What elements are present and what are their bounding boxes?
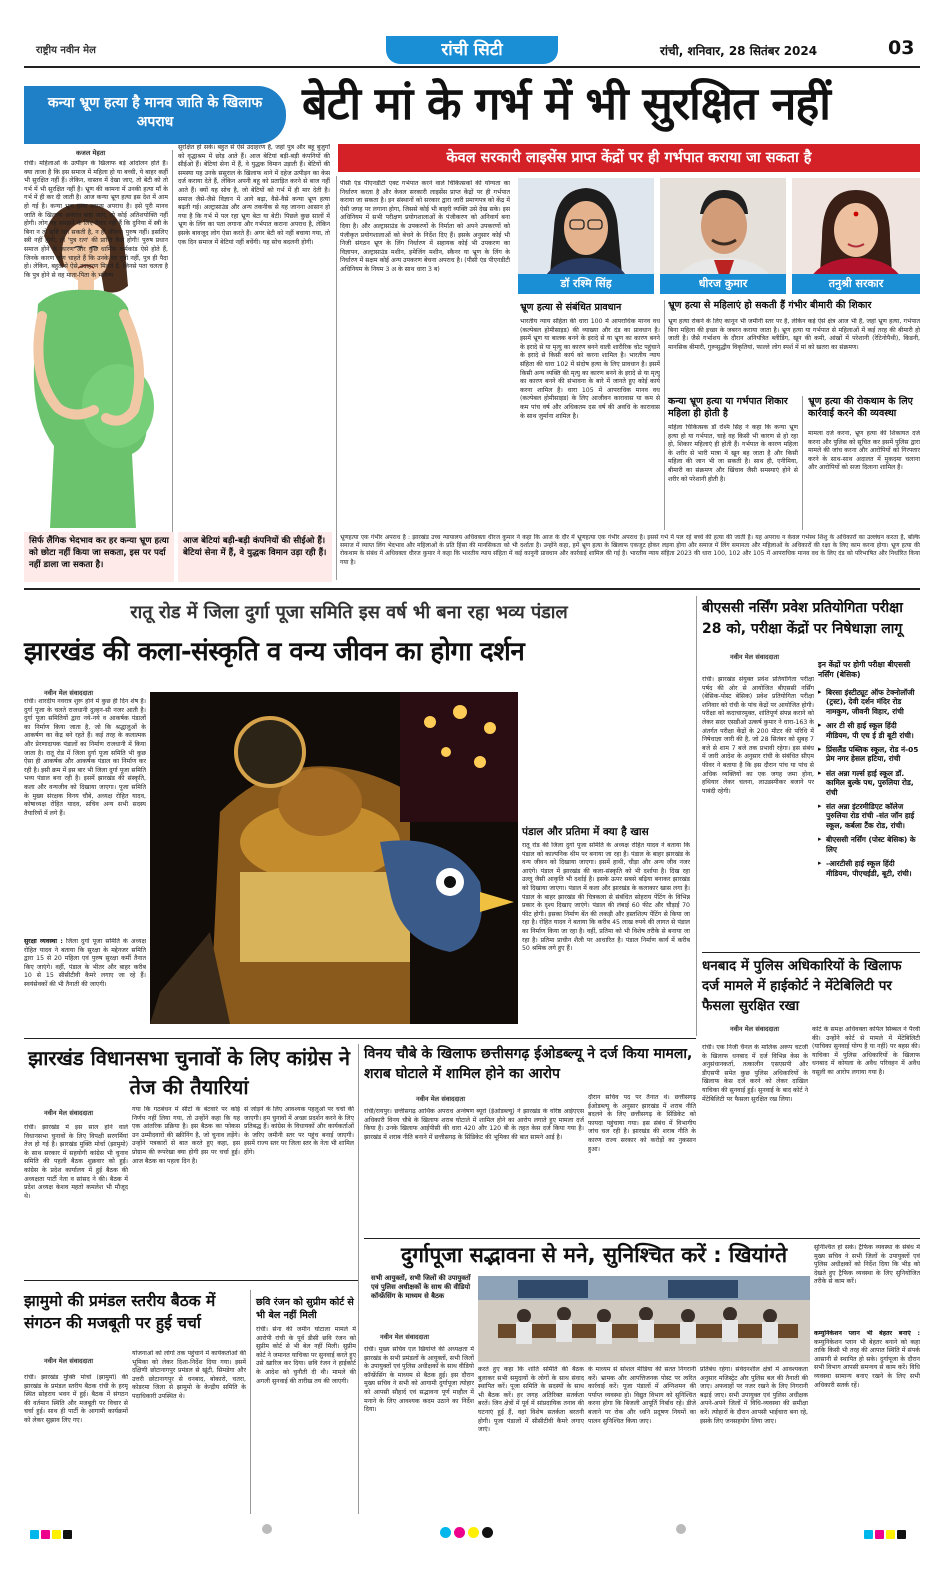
jmm-byline: नवीन मेल संवाददाता bbox=[44, 1357, 93, 1365]
puja-body: रांची। शारदीय नवरात्र शुरू होने में कुछ ही दिन शेष हैं। दुर्गा पूजा के चलते राजधानी दुल्हन-सी नजर आती है। दुर्गा पूजा समितियों द्वारा नये-नये व आकर्षक पंडालों का निर्माण किया जाता है, जो कि श्रद्धालुओं के आकर्षण का केंद्र बने रहते हैं। कई तरह के कलात्मक और प्रेरणादायक पंडालों का निर्माण राजधानी में किया जाता है। रातू रोड में जिला दुर्गा पूजा समिति भी कुछ ऐसा ही आकर्षक और आकर्षक पंडाल का निर्माण कर रही है। इसी क्रम में इस बार भी जिला दुर्गा पूजा समिति भव्य पंडाल बना रही है। इसमें झारखंड की संस्कृति, कला और वन्यजीव को दिखाया जाएगा। पूजा समिति के मुख्य संरक्षक विनय चौबे, अध्यक्ष रोहित यादव, कोषाध्यक्ष रोहित यादव, सचिव अन्य सभी सदस्य तैयारियों में लगे हैं। bbox=[24, 698, 146, 817]
paper-logo: राष्ट्रीय नवीन मेल bbox=[36, 45, 96, 56]
masthead-rule bbox=[24, 66, 920, 68]
congress-byline: नवीन मेल संवाददाता bbox=[44, 1109, 93, 1117]
sub3-text: महिला चिकित्सक डॉ रश्मि सिंह ने कहा कि कन्या भ्रूण हत्या हो या गर्भपात, चाहे वह किसी भी कारण से हो रहा हो, शिकार महिलाएं ही होती हैं। गर्भपात के कारण महिला के शरीर से भारी मात्रा में खून बह जाता है और किसी महिला की जान भी जा सकती है। साथ ही, एनीमिया, बीमारी का संक्रमण और खिंचाव जैसी समस्याएं होने से शरीर को परेशानी होती है। bbox=[668, 424, 798, 483]
lead-headline: बेटी मां के गर्भ में भी सुरक्षित नहीं bbox=[302, 77, 830, 130]
bsc-center-item: ▸ बिरसा इंस्टीट्यूट ऑफ टेक्नोलॉजी (ट्रस्ट), देवी दर्शन मंदिर रोड नामकुम, जीवनी विहार, रांची bbox=[818, 688, 920, 716]
sub2-text: भ्रूण हत्या रोकने के लिए कानून भी जमीनी स्तर पर है, लेकिन कई ऐसे क्षेत्र आज भी हैं, जहां भ्रूण हत्या, गर्भपात बिना महिला की इच्छा के जबरन कराया जाता है। भ्रूण हत्या या गर्भपात से महिलाओं में कई तरह की बीमारी हो जाती है। जैसे गर्भाशय के दौरान अनियंत्रित ब्लीडिंग, खून की कमी, आंखों में परेशानी (रेटिनोपैथी), किडनी, मानसिक बीमारी, गुरूसुद्धीय विकृतियां, फाल्ले लोग स्पर्श में मां को खतरा का संक्रमण। bbox=[668, 318, 920, 351]
color-bar-left bbox=[30, 1524, 74, 1543]
bsc-centers-title: इन केंद्रों पर होगी परीक्षा बीएससी नर्सिंग (बेसिक) bbox=[818, 660, 911, 679]
lead-col3: पीसी एंड पीएनडीटी एक्ट गर्भपात करने वाले चिकित्सकों की योग्यता का निर्धारण करता है और केवल सरकारी लाइसेंस प्राप्त केंद्रों पर ही गर्भपात कराया जा सकता है। इन संस्थानों को सरकार द्वारा जारी प्रमाणपत्र को केंद्र में ऐसी जगह पर लगाना होगा, जिससे कोई भी बाहरी व्यक्ति उसे देख सके। इस अधिनियम में सभी परीक्षण प्रयोगशालाओं के पंजीकरण को अनिवार्य बना दिया है। और अल्ट्रासाउंड के उपकरणों के निर्माता को अपने उपकरणों को पंजीकृत प्रयोगशालाओं को बेचने के निर्देश दिए हैं। इसके अनुसार कोई भी निजी संगठन भ्रूण के लिंग निर्धारण में सहायक कोई भी उपकरण का विज्ञापन, अल्ट्रासाउंड मशीन, इमेजिंग मशीन, स्कैनर या भ्रूण के लिंग के निर्धारण में सक्षम कोई अन्य उपकरण बेचना अपराध है। (पीसी एंड पीएनडीटी अधिनियम के नियम 3 अ के साथ धारा 3 ब) bbox=[340, 180, 510, 273]
sub1-title: भ्रूण हत्या से संबंधित प्रावधान bbox=[520, 302, 622, 313]
sub1-text: भारतीय न्याय संहिता की धारा 100 में आपराधिक मानव वध (कल्पेबल होमीसाइड) की व्याख्या और दंड का प्रावधान है। इसमें भ्रूण या बालक बनने के इरादे से या भ्रूण का कारण बनने के इरादे से या मृत्यु का कारण बनने वाली शारीरिक चोट पहुंचाने के इरादे से किसी कार्य को करना शामिल है। भारतीय न्याय संहिता की धारा 102 में संदोष हत्या के लिए प्रावधान है। इसमें किसी अन्य व्यक्ति की मृत्यु का कारण बनने के इरादे से या मृत्यु का कारण बनने की संभावना के बारे में जानते हुए कोई कार्य करना शामिल है। धारा 105 में आपराधिक मानव वध (कल्पेबल होमीसाइड) के लिए आजीवन कारावास या कम से कम पांच वर्ष और अधिकतम दस वर्ष की अवधि के कारावास के साथ जुर्माना शामिल है। bbox=[520, 318, 660, 420]
puja-security bbox=[24, 938, 146, 1026]
dhanbad-headline: धनबाद में पुलिस अधिकारियों के खिलाफ दर्ज मामले में हाईकोर्ट ने मेंटेबिलिटी पर फैसला सुरक्षित रखा bbox=[702, 958, 902, 1014]
congress-col2: गया कि गठबंधन में सीटों के बंटवारे पर कोई निर्णय नहीं लिया गया, तो उन्होंने कहा कि यह एक आंतरिक प्रक्रिया है। इस बैठक का फोकस उन उम्मीदवारों की स्क्रीनिंग है, जो चुनाव लड़ेंगे। उन्होंने पत्रकारों से बात करते हुए कहा, इस प्रोग्राम की रूपरेखा क्या होगी इस पर चर्चा हुई। आज बैठक का पहला दिन है। bbox=[132, 1106, 240, 1165]
puja-side-title: पंडाल और प्रतिमा में क्या है खास bbox=[522, 826, 649, 838]
section-rule bbox=[364, 1238, 920, 1239]
lead-col1: रांची। महिलाओं के उत्पीड़न के खिलाफ बड़े आंदोलन होते हैं। क्या ताजा है कि इस समाज में महिला हो या बच्ची, ये बाहर कहीं भी सुरक्षित नहीं हैं। लेकिन, वास्तव में देखा जाए, तो बेटी को तो गर्भ में भी सुरक्षित नहीं है। भ्रूण की कामना में उनकी हत्या माँ के गर्भ में ही कर दी जाती है। आज कन्या भ्रूण हत्या इस देश में आम हो गई है। कन्या भ्रूण हत्या जघन्य अपराध है। इसे पूरी मानव जाति के खिलाफ अपराध कहा जाए, तो कोई अतिशयोक्ति नहीं होगी। लोग यह समझने के लिए तैयार नहीं हैं कि दुनिया में स्त्री के बिना न तो सृष्टि चल सकती है, न ही जीवन। पुरुष नहीं। इसलिए स्त्री नहीं होगी, तो 'पुत्र रत्न' की प्राप्ति कैसे होगी! पुरुष प्रधान समाज होने के कारण और कुछ धार्मिक कर्मकांड ऐसे होते हैं, जिनके कारण लोग चाहते हैं कि उनके घर पुत्री नहीं, पुत्र ही पैदा हो। लेकिन, बहुत से ऐसे उदाहरण मिलते हैं, जिनसे पता चलता है कि पुत्र होने से वह माता-पिता के भविष्य bbox=[24, 160, 168, 279]
register-dot bbox=[262, 1524, 272, 1534]
col-divider bbox=[358, 1240, 359, 1514]
dhanbad-col2: कोर्ट के समक्ष अधिवक्ता कपिल सिब्बल ने पैरवी की। उन्होंने कोर्ट से मामले में मेंटेबिलिटी (याचिका सुनवाई योग्य है या नहीं) पर बहस की। याचिका में पुलिस अधिकारियों के खिलाफ धनबाद में कोयला के अवैध परिवहन में अवैध वसूली का आरोप लगाया गया है। bbox=[812, 1026, 920, 1076]
bsc-headline: बीएससी नर्सिंग प्रवेश प्रतियोगिता परीक्षा 28 को, परीक्षा केंद्रों पर निषेधाज्ञा लागू bbox=[702, 600, 903, 637]
section-tab: रांची सिटी bbox=[386, 36, 558, 64]
vinay-col2: दौरान सचिव पद पर तैनात थे। छत्तीसगढ़ ईओडब्ल्यू के अनुसार झारखंड में शराब नीति बदलने के लिए छत्तीसगढ़ के सिंडिकेट को फायदा पहुंचाया गया। इस संबंध में विभागीय जांच चल रही है। झारखंड की शराब नीति के कारण राज्य सरकार को करोड़ों का नुकसान हुआ। bbox=[588, 1094, 696, 1153]
bsc-center-item: ▸ संत अन्ना इंटरमीडिएट कॉलेज पुरुलिया रोड रांची -संत जॉन हाई स्कूल, कर्बला टैंक रोड, रांची। bbox=[818, 802, 920, 830]
sub4-text: मामला दर्ज करना, भ्रूण हत्या की शिकायत दर्ज करना और पुलिस को सूचित कर इसमें पुलिस द्वारा मामले की जांच करना और आरोपियों को गिरफ्तार करने के साथ-साथ अदालत में मुकदमा चलाना और आरोपियों को सजा दिलाना शामिल है। bbox=[808, 430, 920, 472]
jmm-body: रांची। झारखंड मुक्ति मोर्चा (झामुमो) की झारखंड के प्रमंडल स्तरीय बैठक रांची के हरमू स्थित सोहराय भवन में हुई। बैठक में संगठन की वर्तमान स्थिति और मजबूती पर विचार से चर्चा हुई। साथ ही पार्टी के आगामी कार्यक्रमों को लेकर सुझाव लिए गए। bbox=[24, 1374, 128, 1424]
lead-col2: सुरक्षित हो सके। बहुत से ऐसे उदाहरण हैं, जहां पुत्र और बहू बुजुर्गों को वृद्धाश्रम में छोड़ आते हैं। आज बेटियां बड़ी-बड़ी कंपनियों की सीईओ हैं। बेटियां सेना में हैं, वे युद्धक विमान उड़ाती हैं। बेटियों की समस्या यह उनके ससुराल के खिलाफ थाने में दहेज उत्पीड़न का केस दर्ज कराया देते हैं, लेकिन अपनी बहू को प्रताड़ित करने से बाज नहीं आते हैं। क्यों यह सोच है, जो बेटियों को गर्भ में ही मार देती है। समाज जैसे-जैसे विज्ञान में आगे बढ़ा, वैसे-वैसे कन्या भ्रूण हत्या बढ़ती गई। अल्ट्रासाउंड और अन्य तकनीक से यह जानना आसान हो गया है कि गर्भ में पल रहा भ्रूण बेटा या बेटी। पिछले कुछ सालों में भ्रूण के लिंग का पता लगाना और गर्भपात कराना अपराध है, लेकिन इसके बावजूद लोग ऐसा करते हैं। अगर बेटी को नहीं बचाया गया, तो एक दिन समाज में बेटियां नहीं बचेंगी। यह सोच बदलनी होगी। bbox=[178, 144, 330, 246]
meeting-photo bbox=[478, 1276, 810, 1362]
bsc-center-item: ▸ संत अन्ना गर्ल्स हाई स्कूल डॉ. कामिल बुल्के पथ, पुरुलिया रोड, रांची bbox=[818, 769, 920, 797]
durga-sub bbox=[814, 1330, 920, 1514]
bsc-center-item: ▸ आर टी सी हाई स्कूल हिंदी मीडियम, पी एच ई डी बूटी रांची। bbox=[818, 721, 920, 740]
durga-bullet: सभी आयुक्तों, सभी जिलों की उपायुक्तों एवं पुलिस अधीक्षकों के साथ की वीडियो कॉन्फ्रेंसिंग के माध्यम से बैठक bbox=[371, 1274, 471, 1300]
puja-security-title: सुरक्षा व्यवस्था : bbox=[24, 938, 63, 945]
puja-headline: झारखंड की कला-संस्कृति व वन्य जीवन का होगा दर्शन bbox=[24, 637, 525, 667]
puja-security-text: जिला दुर्गा पूजा समिति के अध्यक्ष रोहित यादव ने बताया कि सुरक्षा के मद्देनजर समिति द्वारा 15 से 20 महिला एवं पुरुष सुरक्षा कर्मी तैनात किए जाएंगे। वहीं, पंडाल के भीतर और बाहर करीब 10 से 15 सीसीटीवी कैमरे लगाए जा रहे हैं। स्वयंसेवकों की भी तैनाती की जाएगी। bbox=[24, 938, 146, 988]
jmm-headline: झामुमो की प्रमंडल स्तरीय बैठक में संगठन की मजबूती पर हुई चर्चा bbox=[24, 1292, 216, 1332]
pandal-photo bbox=[150, 692, 518, 1024]
chhavi-body: रांची। सेना की जमीन घोटाला मामले में आरोपी रांची के पूर्व डीसी छवि रंजन को सुप्रीम कोर्ट से भी बेल नहीं मिली। सुप्रीम कोर्ट ने जमानत याचिका पर सुनवाई करते हुए उसे खारिज कर दिया। छवि रंजन ने हाईकोर्ट के आदेश को चुनौती दी थी। मामले की अगली सुनवाई की तारीख तय की जाएगी। bbox=[256, 1326, 356, 1385]
quote-box-left: सिर्फ लैंगिक भेदभाव कर हर कन्या भ्रूण हत्या को छोटा नहीं किया जा सकता, इस पर पर्दा नहीं डाला जा सकता है। bbox=[24, 532, 174, 582]
puja-kicker: रातू रोड में जिला दुर्गा पूजा समिति इस वर्ष भी बना रहा भव्य पंडाल bbox=[130, 602, 568, 623]
color-bar-right bbox=[864, 1524, 908, 1543]
congress-headline: झारखंड विधानसभा चुनावों के लिए कांग्रेस ने तेज की तैयारियां bbox=[28, 1046, 350, 1099]
puja-side-text: रातू रोड की जिला दुर्गा पूजा समिति के अध्यक्ष रोहित यादव ने बताया कि पंडाल को काल्पनिक थीम पर बनाया जा रहा है। पंडाल के बाहर झारखंड के वन्य जीवन को दिखाया जाएगा। इसमें हाथी, चीड़ा और अन्य जीव नजर आएंगे। पंडाल में झारखंड की कला-संस्कृति को भी दर्शाया है। दिख रहा उल्लू जैसी आकृति भी दर्शाई है। इसके ऊपर सबसे बढ़िया बनाकर झारखंड को दिखाया जाएगा। पंडाल में कला और झारखंड के कलाकार खास लगा है। पंडाल के बाहर झारखंड की चित्रकला से संबंधित सोहराय पेंटिंग के विभिन्न प्रकार के दृश्य दिखाए जाएंगे। पंडाल की लंबाई 60 फीट और चौड़ाई 70 फीट होगी। इसका निर्माण बेंत की लकड़ी और हस्तशिल्प पेंटिंग से किया जा रहा है। रोहित यादव ने बताया कि करीब 45 लाख रुपये की लागत से पंडाल का निर्माण किया जा रहा है। वहीं, प्रतिमा को भी विशेष तरीके से बनाया जा रहा है। प्रतिमा प्राचीन शैली पर आधारित है। पंडाल निर्माण कार्य में करीब 50 श्रमिक लगे हुए हैं। bbox=[522, 842, 690, 953]
sub3-title: कन्या भ्रूण हत्या या गर्भपात शिकार महिला ही होती है bbox=[668, 396, 788, 419]
bsc-byline: नवीन मेल संवाददाता bbox=[730, 653, 779, 661]
portrait-tanushree-caption: तनुश्री सरकार bbox=[792, 274, 920, 294]
section-rule bbox=[24, 1280, 358, 1281]
page-number: 03 bbox=[888, 37, 915, 59]
lead-bottom-caption: भ्रूणहत्या एक गंभीर अपराध है : झारखंड उच्च न्यायालय अधिवक्ता धीरज कुमार ने कहा कि आज के दौर में भ्रूणहत्या एक गंभीर अपराध है। इससे गर्भ में पल रहे बच्चे की हत्या की जाती है। यह अपराध न केवल गर्भस्थ शिशु के अधिकारों का उल्लंघन करता है, बल्कि समाज में व्याप्त लिंग भेदभाव और महिलाओं के प्रति हिंसा की मानसिकता को भी दर्शाता है। उन्होंने कहा, हमें भ्रूण हत्या के खिलाफ एकजुट होकर लड़ना होगा और समाज में लिंग समानता और महिलाओं के अधिकारों की रक्षा के लिए काम करना होगा। भ्रूण हत्या की रोकथाम के संबंध में अधिवक्ता धीरज कुमार ने कहा कि भारतीय न्याय संहिता में कई कानूनी प्रावधान और कार्रवाई शामिल की गई है। भारतीय न्याय संहिता 2023 की धारा 100, 102 और 105 में आपराधिक मानव वध के लिए दंड को परिभाषित और निर्धारित किया गया है। bbox=[340, 534, 920, 566]
section-rule bbox=[24, 1038, 696, 1039]
color-dots-center bbox=[440, 1523, 493, 1542]
dhanbad-body: रांची। एक निजी चैनल के मालिक अरूप चटर्जी के खिलाफ धनबाद में दर्ज विभिन्न केस के अनुसंधानकर्ता, तत्कालीन एसएसपी और डीएसपी समेत कुछ पुलिस अधिकारियों के खिलाफ केस दर्ज करने को लेकर दाखिल याचिका की सुनवाई हुई। सुनवाई के बाद कोर्ट ने मेंटेबिलिटी पर फैसला सुरक्षित रख लिया। bbox=[702, 1044, 808, 1103]
col-divider bbox=[802, 396, 803, 530]
portrait-rashmi-caption: डॉ रश्मि सिंह bbox=[518, 274, 654, 294]
durga-col4: प्रतिबंध रहेगा। संवेदनशील क्षेत्रों में आवश्यकता अनुसार मजिस्ट्रेट और पुलिस बल की तैनाती की जाए। अफवाहों पर नजर रखने के लिए निगरानी बढ़ाई जाए। सभी उपायुक्त एवं पुलिस अधीक्षक अपने-अपने जिलों में विधि-व्यवस्था की समीक्षा करें। त्योहारों के दौरान आपसी भाईचारा बना रहे, इसके लिए जनसहयोग लिया जाए। bbox=[700, 1366, 808, 1425]
durga-sub-text: कम्युनिकेशन प्लान भी बेहतर बनाने को कहा ताकि किसी भी तरह की आपात स्थिति में संपर्क आसानी से स्थापित हो सके। दुर्गापूजा के दौरान सभी विभाग आपसी समन्वय से काम करें। विधि व्यवस्था सामान्य बनाए रखने के लिए सभी अधिकारी सतर्क रहें। bbox=[814, 1338, 920, 1389]
durga-col2: करते हुए कहा कि शांति समिति की बैठक बुलाकर सभी समुदायों के लोगों के साथ संवाद स्थापित करें। पूजा समिति के सदस्यों के साथ भी बैठक करें। हर जगह अतिरिक्त सतर्कता बरतें। जिन क्षेत्रों में पूर्व में सांप्रदायिक तनाव की घटनाएं हुई हैं, वहां विशेष सतर्कता बरतनी होगी। पूजा पंडालों में सीसीटीवी कैमरे लगाए जाएं। bbox=[478, 1366, 584, 1434]
sub2-title: भ्रूण हत्या से महिलाएं हो सकती हैं गंभीर बीमारी की शिकार bbox=[668, 300, 872, 311]
durga-byline: नवीन मेल संवाददाता bbox=[380, 1333, 429, 1341]
section-rule bbox=[24, 588, 920, 590]
lead-kicker: कन्या भ्रूण हत्या है मानव जाति के खिलाफ अपराध bbox=[24, 86, 286, 144]
vinay-headline: विनय चौबे के खिलाफ छत्तीसगढ़ ईओडब्ल्यू ने दर्ज किया मामला, शराब घोटाले में शामिल होने का आरोप bbox=[364, 1046, 693, 1082]
jmm-col2: योजनाओं को लोगों तक पहुंचाने में कार्यकर्ताओं की भूमिका को लेकर दिशा-निर्देश दिया गया। इसमें दक्षिणी छोटानागपुर प्रमंडल से खूंटी, सिमडेगा और उत्तरी छोटानागपुर से धनबाद, बोकारो, चतरा, कोडरमा जिला से झामुमो के केन्द्रीय समिति के पदाधिकारी उपस्थित थे। bbox=[132, 1350, 246, 1400]
col-divider bbox=[250, 1290, 251, 1514]
bsc-center-item: ▸ -आरटीसी हाई स्कूल हिंदी मीडियम, पीएचईडी, बूटी, रांची। bbox=[818, 859, 920, 878]
lead-byline: कजल मेहता bbox=[76, 149, 106, 157]
col-divider bbox=[664, 300, 665, 530]
register-dot bbox=[676, 1524, 686, 1534]
col-divider bbox=[336, 176, 337, 580]
portrait-dhiraj-caption: धीरज कुमार bbox=[660, 274, 786, 294]
dhanbad-byline: नवीन मेल संवाददाता bbox=[730, 1025, 779, 1033]
col-divider bbox=[696, 596, 697, 1036]
col-divider bbox=[172, 150, 173, 580]
vinay-body: रांची/रायपुर। छत्तीसगढ़ आर्थिक अपराध अन्वेषण ब्यूरो (ईओडब्ल्यू) ने झारखंड के वरिष्ठ आईएएस अधिकारी विनय चौबे के खिलाफ शराब घोटाले में शामिल होने का आरोप लगाते हुए मामला दर्ज किया है। उनके खिलाफ आईपीसी की धारा 420 और 120 बी के तहत केस दर्ज किया गया है। झारखंड में शराब नीति बनाने में छत्तीसगढ़ के सिंडिकेट की भूमिका की बात सामने आई है। bbox=[364, 1108, 584, 1141]
congress-col3: से जोड़ने के लिए आवश्यक पहलुओं पर चर्चा की जाएगी। हम चुनावों में अच्छा प्रदर्शन करने के लिए प्रतिबद्ध हैं। कांग्रेस के विधायकों और कार्यकर्ताओं के जरिए जमीनी स्तर पर पहुंच बनाई जाएगी। इसमें राज्य स्तर पर जिला स्तर के नेता भी शामिल होंगे। bbox=[244, 1106, 354, 1156]
vinay-byline: नवीन मेल संवाददाता bbox=[416, 1095, 465, 1103]
durga-col1: रांची। मुख्य सचिव एल खियांग्ते की अध्यक्षता में झारखंड के सभी प्रमंडलों के आयुक्तों, सभी जिलों के उपायुक्तों एवं पुलिस अधीक्षकों के साथ वीडियो कॉन्फ्रेंसिंग के माध्यम से बैठक हुई। इस दौरान मुख्य सचिव ने सभी को आगामी दुर्गापूजा त्योहार को आपसी सौहार्द एवं सद्भावना पूर्ण माहौल में मनाने के लिए आवश्यक कदम उठाने का निर्देश दिया। bbox=[364, 1346, 474, 1414]
dateline: रांची, शनिवार, 28 सितंबर 2024 bbox=[660, 44, 818, 58]
durga-headline: दुर्गापूजा सद्भावना से मने, सुनिश्चित करें : खियांग्ते bbox=[400, 1243, 788, 1267]
sub4-title: भ्रूण हत्या की रोकथाम के लिए कार्रवाई करने की व्यवस्था bbox=[808, 396, 913, 419]
bsc-centers-list bbox=[818, 688, 920, 883]
durga-sub-title: कम्युनिकेशन प्लान भी बेहतर बनाएं : bbox=[814, 1330, 920, 1337]
puja-byline: नवीन मेल संवाददाता bbox=[44, 689, 93, 697]
bsc-center-item: ▸ बीएससी नर्सिंग (पोस्ट बेसिक) के लिए bbox=[818, 835, 920, 854]
lead-subhead: केवल सरकारी लाइसेंस प्राप्त केंद्रों पर ही गर्भपात कराया जा सकता है bbox=[338, 144, 920, 172]
durga-col5: सुनिश्चित हो सके। ट्रैफिक व्यवस्था के संबंध में मुख्य सचिव ने सभी जिलों के उपायुक्तों एवं पुलिस अधीक्षकों को निर्देश दिया कि भीड़ को देखते हुए ट्रैफिक व्यवस्था के लिए सुनियोजित तरीके से काम करें। bbox=[814, 1244, 920, 1286]
congress-body: रांची। झारखंड में इस साल होने वाले विधानसभा चुनावों के लिए विपक्षी सरगर्मियां तेज हो गई है। झारखंड मुक्ति मोर्चा (झामुमो) के साथ सरकार में सहयोगी कांग्रेस भी चुनाव समिति की पहली बैठक शुक्रवार को हुई। कांग्रेस के प्रदेश कार्यालय में हुई बैठक की अध्यक्षता पार्टी नेता व सांसद ने की। बैठक में प्रदेश अध्यक्ष केशव महतो कमलेश भी मौजूद थे। bbox=[24, 1124, 128, 1200]
chhavi-headline: छवि रंजन को सुप्रीम कोर्ट से भी बेल नहीं मिली bbox=[256, 1297, 354, 1321]
bsc-body: रांची। झारखंड संयुक्त प्रवेश प्रतियोगिता परीक्षा पर्षद की ओर से आयोजित बीएससी नर्सिंग (बेसिक-पोस्ट बेसिक) प्रवेश प्रतियोगिता परीक्षा शनिवार को रांची के पांच केंद्रों पर आयोजित होगी। परीक्षा को कदाचारमुक्त, शांतिपूर्ण संपन्न कराने को लेकर सदर एसडीओ उत्कर्ष कुमार ने धारा-163 के अंतर्गत परीक्षा केंद्रों के 200 मीटर की परिधि में निषेधाज्ञा जारी की है, जो 28 सितंबर को सुबह 7 बजे से शाम 7 बजे तक प्रभावी रहेगा। इस संबंध में जारी आदेश के अनुसार रांची के संबंधित सीएम फीवर ने बताया है कि इस दौरान पांच या पांच से अधिक व्यक्तियों का एक जगह जमा होना, हथियार लेकर चलना, लाउडस्पीकर बजाने पर पाबंदी रहेगी। bbox=[702, 676, 814, 795]
section-rule bbox=[702, 952, 920, 953]
durga-col3: के माध्यम से सोशल मीडिया की सतत निगरानी करें। भ्रामक और आपत्तिजनक पोस्ट पर त्वरित कार्रवाई करें। पूजा पंडालों में अग्निशमन की पर्याप्त व्यवस्था हो। विद्युत विभाग को सुनिश्चित करना होगा कि बिजली आपूर्ति निर्बाध रहे। डीजे बजाने पर रोक और ध्वनि प्रदूषण नियमों का पालन सुनिश्चित किया जाए। bbox=[588, 1366, 696, 1425]
quote-box-right: आज बेटियां बड़ी-बड़ी कंपनियों की सीईओ हैं। बेटियां सेना में हैं, वे युद्धक विमान उड़ा रही हैं। bbox=[178, 532, 332, 582]
bsc-center-item: ▸ प्रिंसलैंड पब्लिक स्कूल, रोड नं-05 प्रेम नगर हेसल हटिया, रांची bbox=[818, 745, 920, 764]
